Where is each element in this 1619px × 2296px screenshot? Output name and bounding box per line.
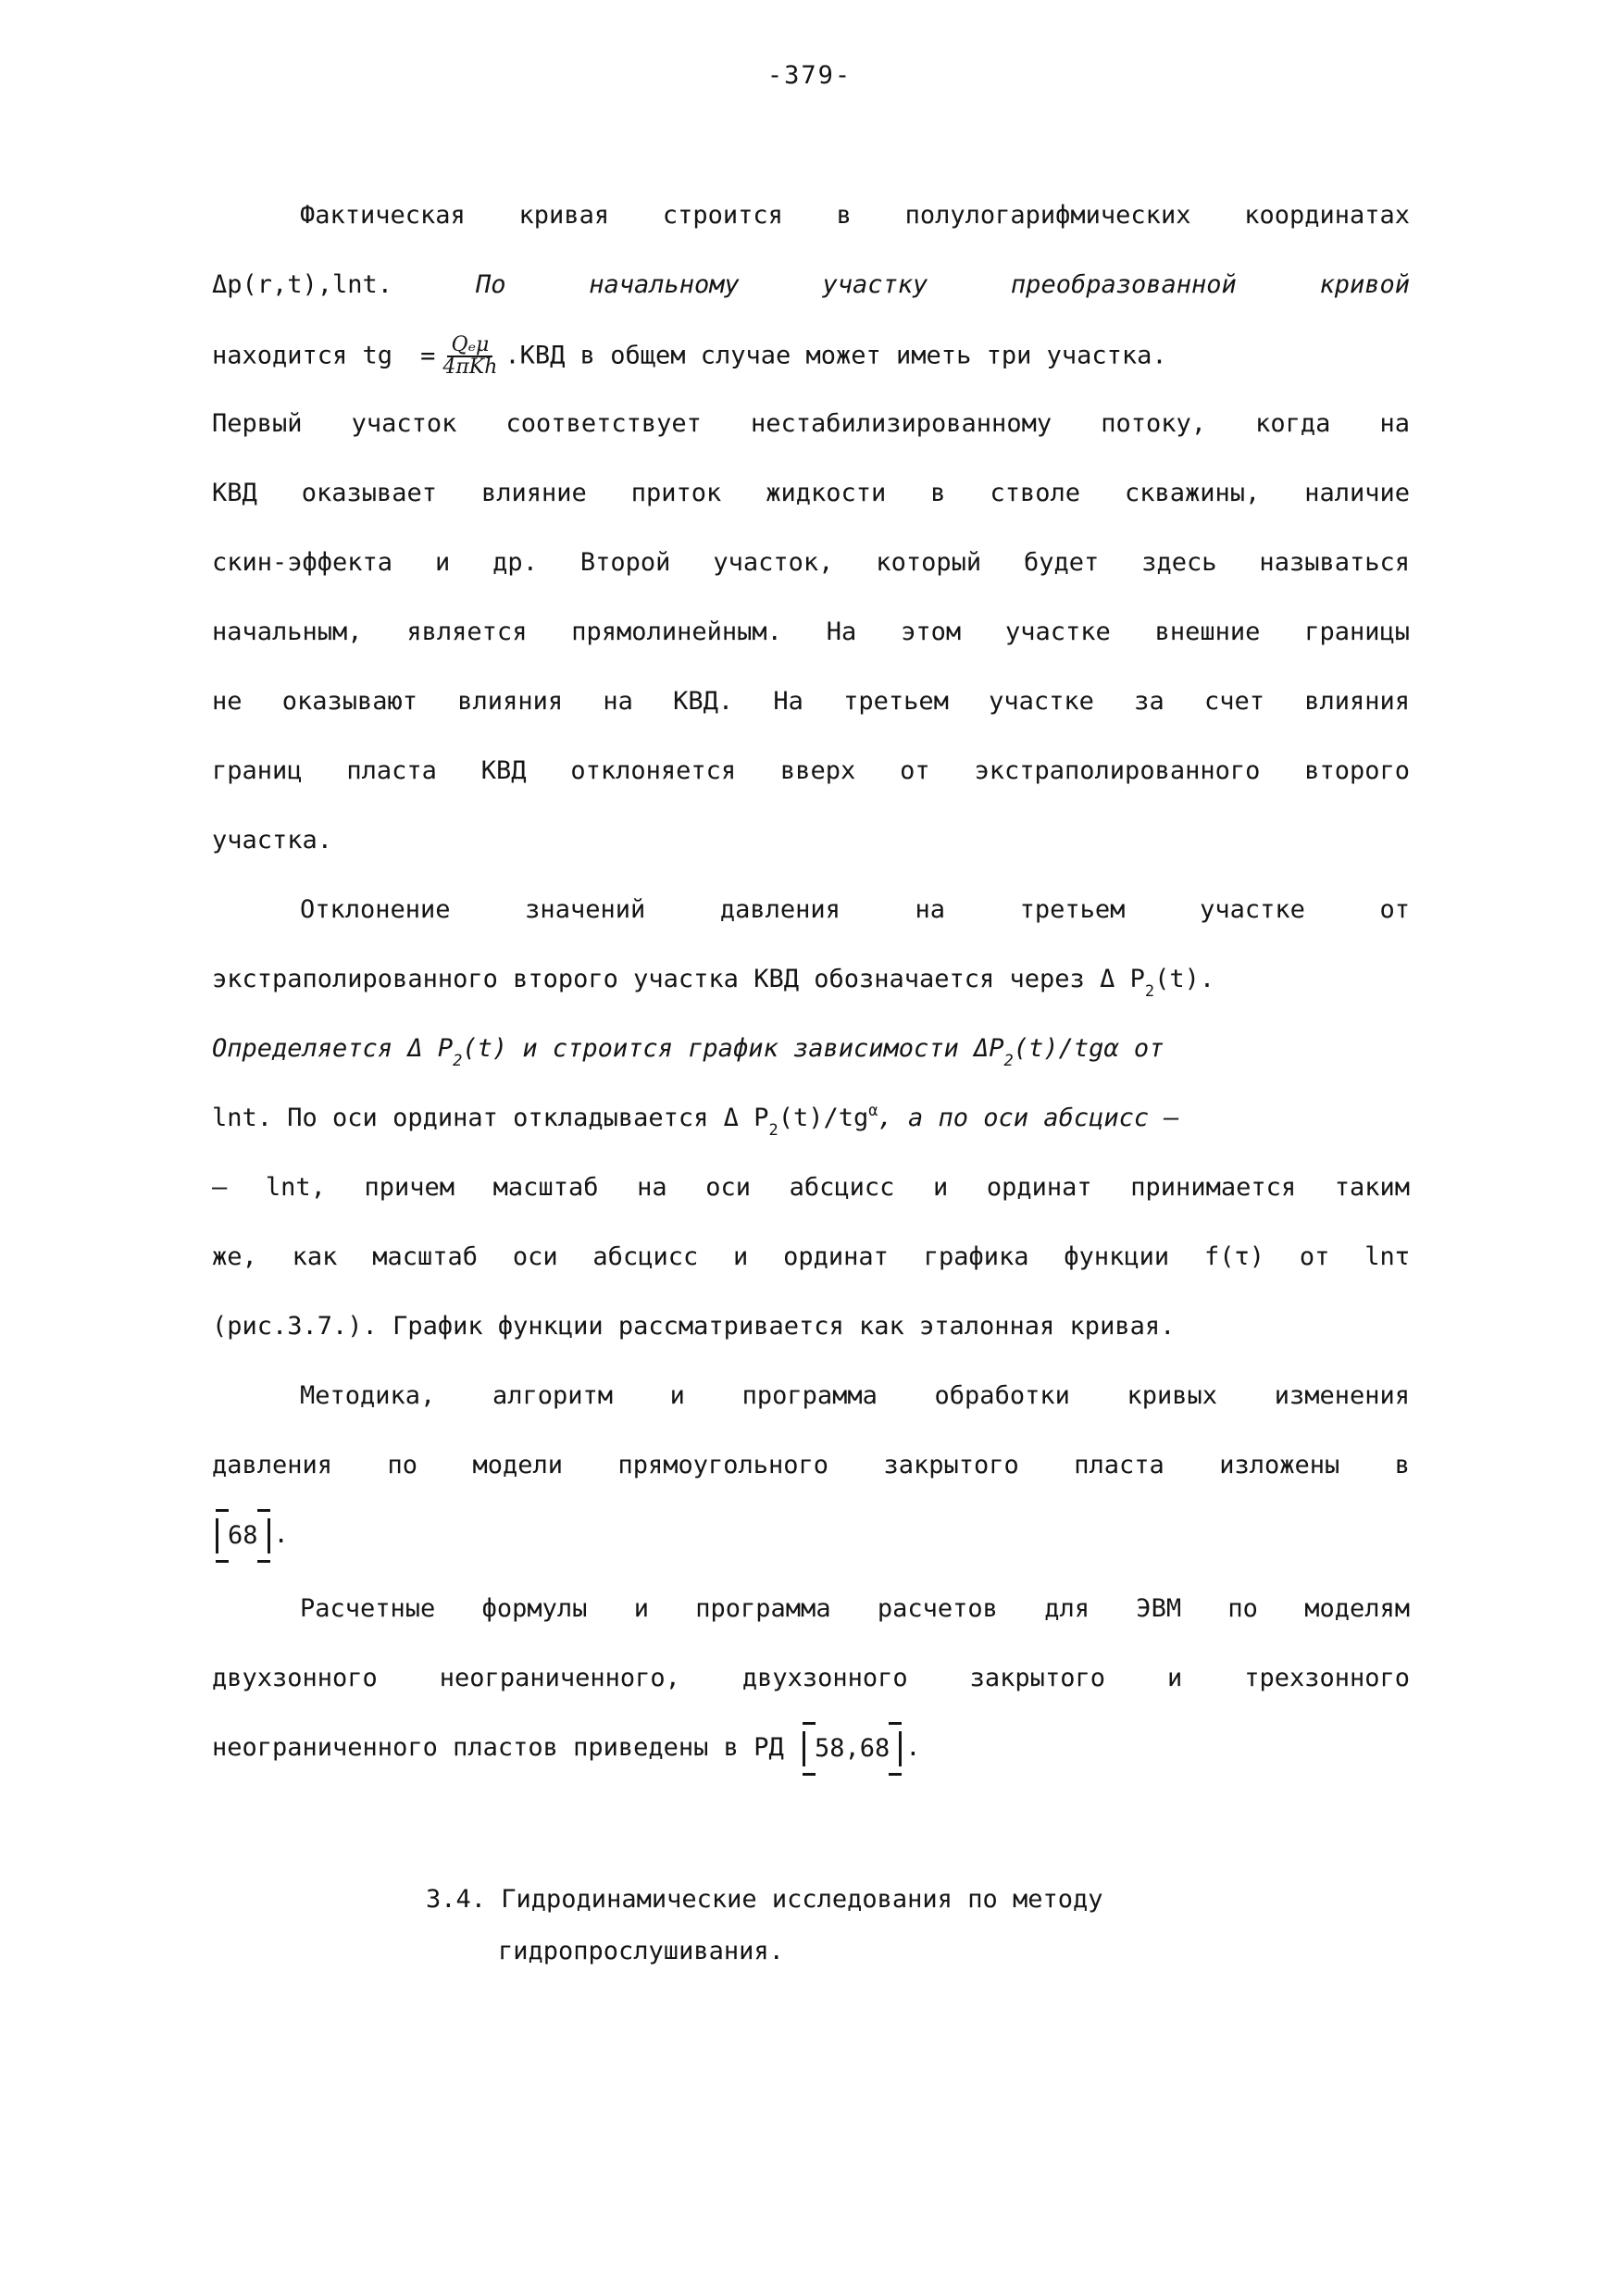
paragraph-3-line-1: Методика, алгоритм и программа обработки кривых изменения: [300, 1381, 1410, 1410]
paragraph-2-line-4: [212, 1100, 1410, 1140]
initial-segment-text: По начальному участку преобразованной кривой: [476, 270, 1410, 299]
paragraph-2-line-6: же, как масштаб оси абсцисс и ординат графика функции f(τ) от lnτ: [212, 1242, 1410, 1271]
kvd-three-segments-text: .КВД в общем случае может иметь три участка.: [504, 341, 1167, 370]
paragraph-1-line-3: находится tg = $\frac{\text{Qₑμ}}{\text{4πKh}}$ .КВД в общем случае может иметь три участка.: [212, 333, 1167, 379]
paragraph-1-line-1: Фактическая кривая строится в полулогарифмических координатах: [300, 201, 1410, 230]
subscript: 2: [1144, 982, 1155, 1001]
paragraph-2-line-1: Отклонение значений давления на третьем участке от: [300, 895, 1410, 924]
deviation-text: экстраполированного второго участка КВД обозначается через Δ P: [212, 965, 1145, 993]
paragraph-1-line-2: [212, 267, 1410, 304]
ordinate-text: lnt. По оси ординат откладывается Δ P: [212, 1104, 769, 1132]
paragraph-1-line-10: участка.: [212, 826, 333, 855]
section-heading: 3.4. Гидродинамические исследования по методу: [426, 1885, 1103, 1914]
citation-bracket: [216, 1518, 270, 1554]
paragraph-2-line-7: (рис.3.7.). График функции рассматривается как эталонная кривая.: [212, 1312, 1176, 1341]
subscript: 2: [1003, 1052, 1014, 1070]
subscript: 2: [768, 1121, 778, 1140]
determined-text: Определяется Δ P: [212, 1034, 454, 1063]
paragraph-1-line-5: КВД оказывает влияние приток жидкости в стволе скважины, наличие: [212, 479, 1410, 507]
superscript-alpha: α: [868, 1102, 878, 1120]
paragraph-3-line-3: [212, 1516, 1410, 1554]
paragraph-2-line-2: [212, 961, 1410, 1001]
paragraph-2-line-5: – lnt, причем масштаб на оси абсцисс и ординат принимается таким: [212, 1173, 1410, 1202]
citation-numbers: 58,68: [814, 1733, 890, 1763]
subscript: 2: [453, 1052, 463, 1070]
abscissa-text: , а по оси абсцисс –: [878, 1104, 1179, 1132]
citation-bracket: [803, 1731, 902, 1766]
graph-arg: (t)/tgα от: [1013, 1034, 1164, 1063]
ordinate-arg: (t)/tg: [778, 1104, 869, 1132]
paragraph-1-line-6: скин-эффекта и др. Второй участок, который будет здесь называться: [212, 548, 1410, 577]
formula-fraction: [439, 335, 501, 378]
deviation-arg: (t).: [1154, 965, 1215, 993]
references-text: неограниченного пластов приведены в РД: [212, 1733, 784, 1762]
paragraph-2-line-3: [212, 1030, 1410, 1070]
fraction-denominator: 4πKh: [442, 356, 498, 379]
fraction-numerator: Qₑμ: [447, 335, 492, 357]
citation-tail: .: [273, 1520, 289, 1549]
coordinates-text: Δp(r,t),lnt.: [212, 270, 393, 299]
paragraph-1-line-7: начальным, является прямолинейным. На этом участке внешние границы: [212, 618, 1410, 646]
paragraph-1-line-8: не оказывают влияния на КВД. На третьем участке за счет влияния: [212, 687, 1410, 716]
paragraph-4-line-1: Расчетные формулы и программа расчетов для ЭВМ по моделям: [300, 1594, 1410, 1623]
paragraph-1-line-4: Первый участок соответствует нестабилизированному потоку, когда на: [212, 409, 1410, 438]
paragraph-1-line-9: границ пласта КВД отклоняется вверх от экстраполированного второго: [212, 756, 1410, 785]
citation-number: 68: [228, 1520, 258, 1550]
page-number: -379-: [766, 61, 853, 90]
section-heading-continued: гидропрослушивания.: [498, 1937, 784, 1965]
tg-text: находится tg: [212, 341, 393, 370]
graph-text: (t) и строится график зависимости ΔP: [462, 1034, 1004, 1063]
paragraph-3-line-2: давления по модели прямоугольного закрытого пласта изложены в: [212, 1451, 1410, 1479]
citation-tail: .: [905, 1733, 921, 1762]
paragraph-4-line-3: [212, 1729, 1410, 1766]
paragraph-4-line-2: двухзонного неограниченного, двухзонного закрытого и трехзонного: [212, 1664, 1410, 1692]
